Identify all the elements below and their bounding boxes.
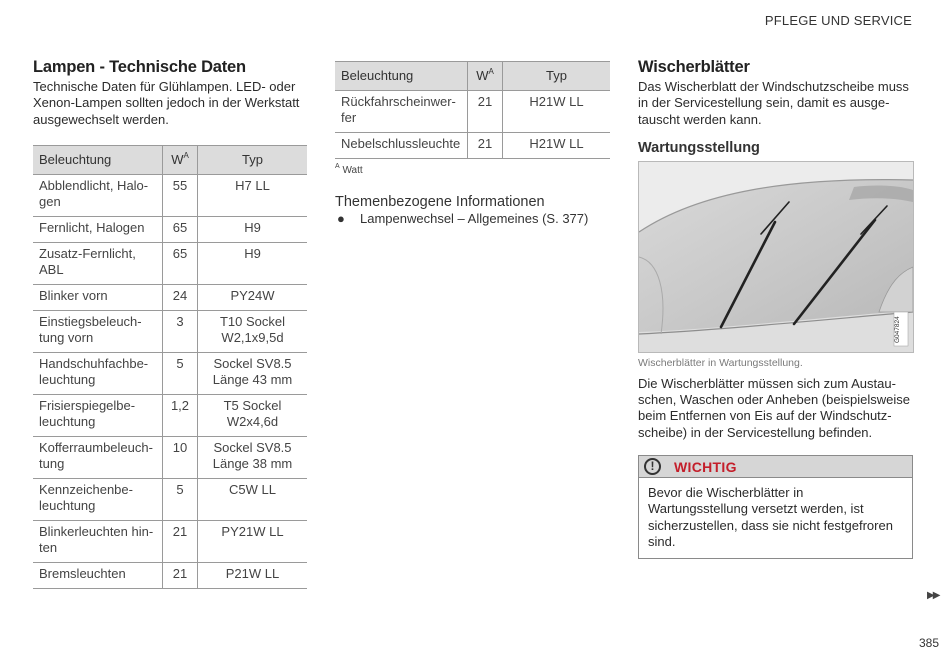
related-info-item[interactable] [335, 211, 610, 226]
table-row [33, 174, 307, 216]
table-header-row [33, 145, 307, 174]
col-header-beleuchtung: Beleuchtung [335, 62, 468, 91]
cell-beleuchtung: Frisierspiegelbe-leuchtung [33, 394, 163, 436]
warning-text: Bevor die Wischerblätter in Wartungsstellung versetzt werden, ist sicherzustellen, dass sie nicht festgefroren sind. [648, 485, 893, 549]
wipers-intro: Das Wischerblatt der Windschutzscheibe muss in der Servicestellung sein, damit es ausge-tauscht werden kann. [638, 79, 909, 127]
figure-code: G047824 [894, 316, 901, 344]
cell-beleuchtung: Bremsleuchten [33, 562, 163, 588]
cell-watt: 21 [163, 520, 198, 562]
figure-caption: Wischerblätter in Wartungsstellung. [638, 356, 803, 369]
col-header-watt: $W^A$ [468, 62, 503, 91]
cell-watt: 1,2 [163, 394, 198, 436]
col-header-watt: $W^A$ [163, 145, 198, 174]
lamps-table [33, 145, 307, 589]
cell-typ: PY24W [198, 284, 308, 310]
cell-watt: 10 [163, 436, 198, 478]
warning-header [639, 456, 912, 478]
table-row [33, 520, 307, 562]
cell-typ: H9 [198, 242, 308, 284]
warning-label: WICHTIG [674, 458, 737, 475]
cell-beleuchtung: Fernlicht, Halogen [33, 216, 163, 242]
cell-beleuchtung: Kennzeichenbe-leuchtung [33, 478, 163, 520]
col-header-typ: Typ [503, 62, 611, 91]
lamps-table-continued [335, 61, 610, 159]
related-info-link[interactable]: Lampenwechsel – Allgemeines (S. 377) [360, 211, 589, 226]
lamps-column-continued [335, 61, 610, 226]
cell-beleuchtung: Zusatz-Fernlicht, ABL [33, 242, 163, 284]
windshield-wiper-drawing [639, 162, 913, 352]
col-header-beleuchtung: Beleuchtung [33, 145, 163, 174]
cell-typ: H9 [198, 216, 308, 242]
warning-box [638, 455, 913, 559]
table-row [33, 436, 307, 478]
table-row [33, 216, 307, 242]
cell-beleuchtung: Abblendlicht, Halo-gen [33, 174, 163, 216]
bullet-icon: ● [337, 211, 345, 226]
cell-beleuchtung: Blinker vorn [33, 284, 163, 310]
table-row [33, 394, 307, 436]
wipers-column [638, 58, 913, 559]
section-header: PFLEGE UND SERVICE [764, 13, 912, 28]
cell-watt: 3 [163, 310, 198, 352]
cell-beleuchtung: Einstiegsbeleuch-tung vorn [33, 310, 163, 352]
table-row [33, 478, 307, 520]
cell-watt: 21 [468, 91, 503, 133]
cell-typ: PY21W LL [198, 520, 308, 562]
table-row [33, 284, 307, 310]
warning-icon: ! [644, 458, 661, 475]
cell-typ: Sockel SV8.5 Länge 38 mm [198, 436, 308, 478]
cell-beleuchtung: Nebelschlussleuchte [335, 133, 468, 159]
cell-typ: H21W LL [503, 91, 611, 133]
col-header-typ: Typ [198, 145, 308, 174]
cell-typ: Sockel SV8.5 Länge 43 mm [198, 352, 308, 394]
cell-typ: H7 LL [198, 174, 308, 216]
cell-watt: 21 [468, 133, 503, 159]
cell-typ: H21W LL [503, 133, 611, 159]
cell-beleuchtung: Rückfahrscheinwer-fer [335, 91, 468, 133]
table-row [335, 133, 610, 159]
table-row [335, 91, 610, 133]
lamps-intro: Technische Daten für Glühlampen. LED- oder Xenon-Lampen sollten jedoch in der Werkstatt ausgewechselt werden. [33, 79, 300, 127]
cell-typ: T10 Sockel W2,1x9,5d [198, 310, 308, 352]
cell-watt: 24 [163, 284, 198, 310]
table-row [33, 310, 307, 352]
wipers-title: Wischerblätter [638, 58, 750, 76]
cell-watt: 65 [163, 242, 198, 284]
wipers-body: Die Wischerblätter müssen sich zum Austau-schen, Waschen oder Anheben (beispielsweise beim Entfernen von Eis auf der Windschutz-scheibe) in der Servicestellung befinden. [638, 375, 910, 440]
table-row [33, 242, 307, 284]
next-page-arrow-icon[interactable]: ▶▶ [927, 590, 939, 601]
lamps-title: Lampen - Technische Daten [33, 58, 246, 76]
wiper-service-position-illustration [638, 161, 914, 353]
cell-beleuchtung: Handschuhfachbe-leuchtung [33, 352, 163, 394]
cell-typ: T5 Sockel W2x4,6d [198, 394, 308, 436]
cell-watt: 5 [163, 352, 198, 394]
cell-watt: 55 [163, 174, 198, 216]
page-number: 385 [918, 636, 939, 650]
related-info-title: Themenbezogene Informationen [335, 194, 545, 210]
cell-watt: 5 [163, 478, 198, 520]
table-footnote: $^A$ Watt [335, 163, 363, 176]
cell-beleuchtung: Blinkerleuchten hin-ten [33, 520, 163, 562]
cell-watt: 21 [163, 562, 198, 588]
table-row [33, 562, 307, 588]
cell-typ: C5W LL [198, 478, 308, 520]
lamps-column [33, 58, 307, 589]
wipers-subtitle: Wartungsstellung [638, 139, 760, 156]
cell-beleuchtung: Kofferraumbeleuch-tung [33, 436, 163, 478]
table-header-row [335, 62, 610, 91]
cell-typ: P21W LL [198, 562, 308, 588]
table-row [33, 352, 307, 394]
cell-watt: 65 [163, 216, 198, 242]
